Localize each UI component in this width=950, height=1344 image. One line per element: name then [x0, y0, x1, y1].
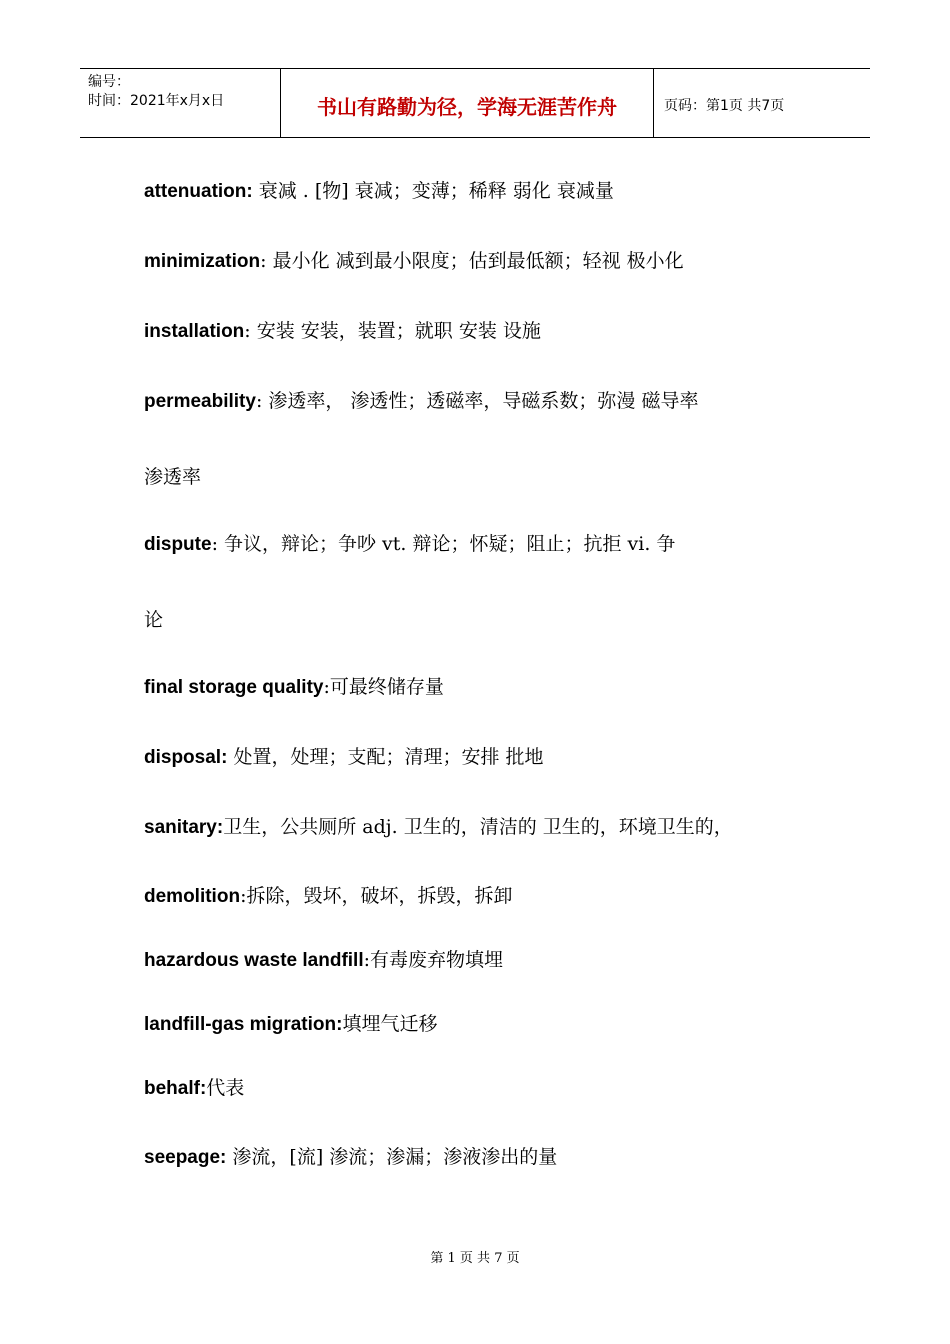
time-label: 时间：2021年x月x日: [88, 93, 225, 109]
entry-term: minimization: [144, 251, 261, 272]
entry-definition: 衰减 . [物] 衰减；变薄；稀释 弱化 衰减量: [252, 180, 614, 202]
entry-term: final storage quality: [144, 677, 324, 698]
list-item: [144, 742, 544, 769]
entry-term: installation: [144, 321, 245, 342]
entry-continuation: 渗透率: [144, 466, 202, 488]
entry-definition: 卫生，公共厕所 adj. 卫生的，清洁的 卫生的，环境卫生的，: [223, 816, 733, 838]
entry-term: dispute: [144, 534, 212, 555]
entry-definition: :可最终储存量: [323, 676, 444, 698]
entry-term: behalf:: [144, 1078, 207, 1099]
header-page-info: 页码：第1页 共7页: [664, 98, 785, 114]
entry-term: seepage:: [144, 1147, 227, 1168]
number-label: 编号：: [88, 74, 130, 90]
entry-term: attenuation:: [144, 181, 253, 202]
entry-definition: : 最小化 减到最小限度；估到最低额；轻视 极小化: [260, 250, 684, 272]
page-header: [80, 68, 870, 138]
list-item: [144, 945, 503, 972]
list-item: [144, 176, 614, 203]
list-item: [144, 386, 698, 413]
list-item: [144, 1073, 244, 1100]
list-item: [144, 316, 541, 343]
list-item: [144, 1142, 557, 1169]
list-item: [144, 1009, 437, 1036]
entry-term: hazardous waste landfill: [144, 950, 364, 971]
entry-term: sanitary:: [144, 817, 224, 838]
list-item: [144, 246, 684, 273]
entry-definition: 代表: [206, 1077, 245, 1099]
entry-definition: 填埋气迁移: [342, 1013, 438, 1035]
entry-definition: 渗流，[流] 渗流；渗漏；渗液渗出的量: [226, 1146, 558, 1168]
list-item: [144, 812, 733, 839]
entry-definition: :拆除，毁坏，破坏，拆毁，拆卸: [240, 885, 513, 907]
page-footer: 第 1 页 共 7 页: [430, 1251, 520, 1266]
header-motto: 书山有路勤为径，学海无涯苦作舟: [281, 69, 654, 137]
header-meta: [80, 69, 281, 137]
entry-continuation: 论: [144, 609, 164, 631]
entry-definition: 处置，处理；支配；清理；安排 批地: [227, 746, 544, 768]
entry-definition: :有毒废弃物填埋: [363, 949, 504, 971]
entry-term: landfill-gas migration:: [144, 1014, 343, 1035]
entry-definition: : 安装 安装，装置；就职 安装 设施: [244, 320, 541, 342]
list-item: [144, 672, 444, 699]
list-item: [144, 881, 512, 908]
entry-definition: : 渗透率， 渗透性；透磁率，导磁系数；弥漫 磁导率: [255, 390, 699, 412]
entry-term: disposal:: [144, 747, 228, 768]
entry-definition: : 争议，辩论；争吵 vt. 辩论；怀疑；阻止；抗拒 vi. 争: [211, 533, 676, 555]
entry-term: demolition: [144, 886, 241, 907]
list-item: [144, 529, 675, 556]
entry-term: permeability: [144, 391, 256, 412]
